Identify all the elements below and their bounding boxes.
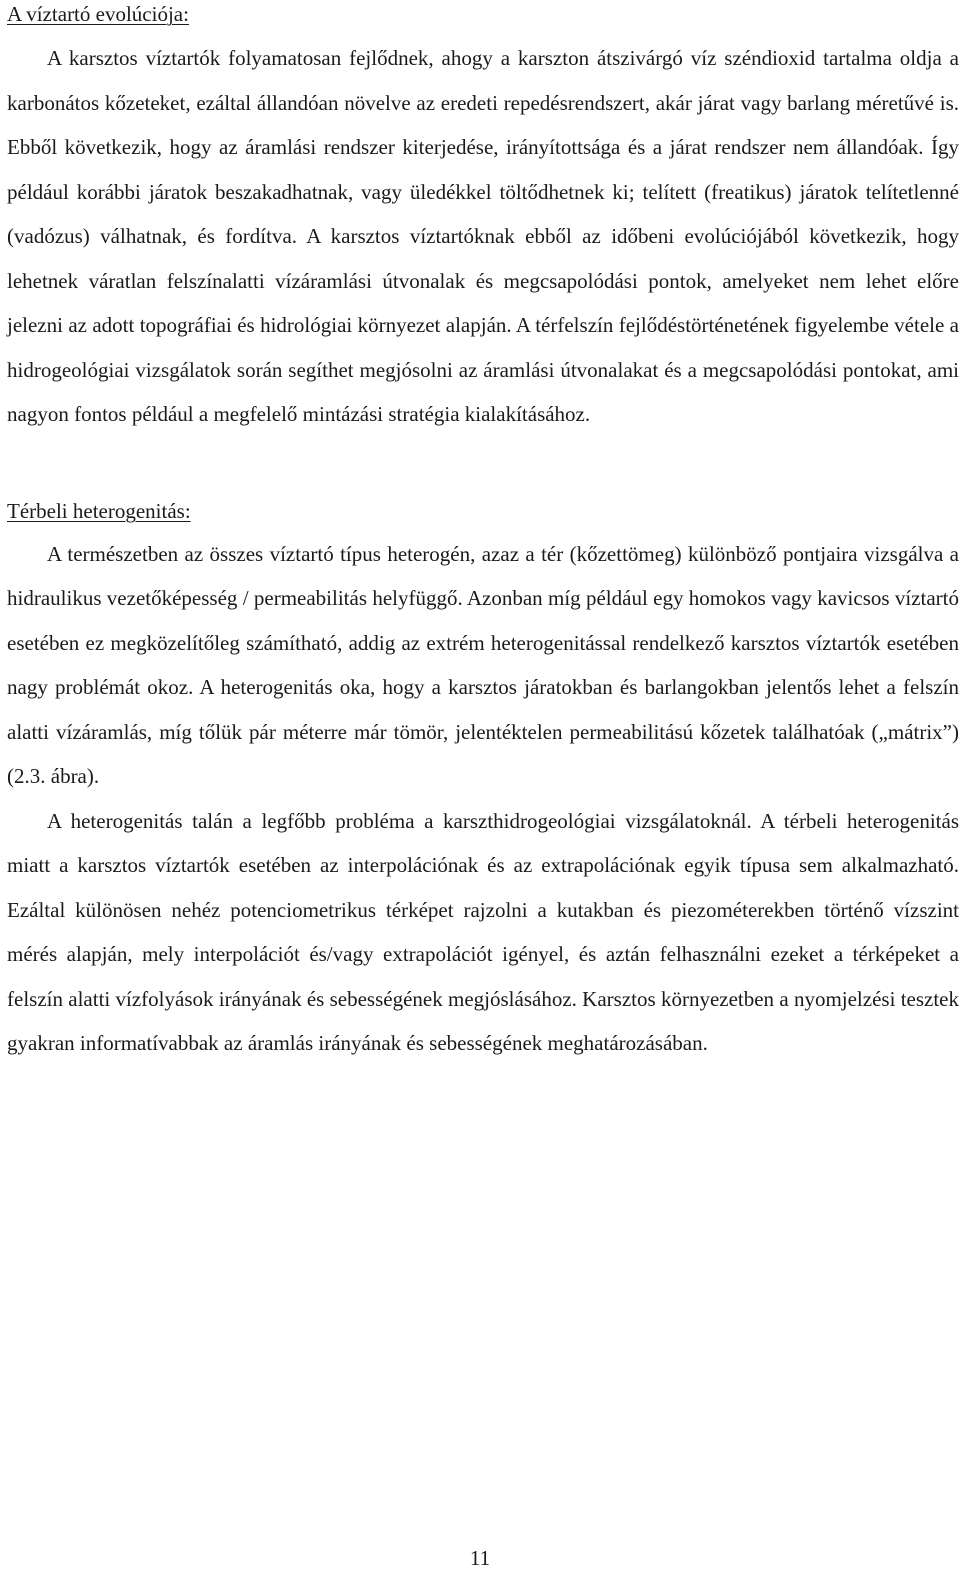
page-number: 11 [469, 1546, 491, 1570]
section-heading-spatial-heterogeneity: Térbeli heterogenitás: [7, 498, 191, 523]
section-heading-evolution: A víztartó evolúciója: [7, 2, 189, 26]
section-body-evolution [7, 36, 959, 437]
paragraph: A karsztos víztartók folyamatosan fejlődnek, ahogy a karszton átszivárgó víz széndioxid tartalma oldja a karbonátos kőzeteket, ezáltal állandóan növelve az eredeti repedésrendszert, akár járat vagy barlang méretűvé is. Ebből következik, hogy az áramlási rendszer kiterjedése, irányítottsága és a járat rendszer nem állandóak. Így például korábbi járatok beszakadhatnak, vagy üledékkel töltődhetnek ki; telített (freatikus) járatok telítetlenné (vadózus) válhatnak, és fordítva. A karsztos víztartóknak ebből az időbeni evolúciójából következik, hogy lehetnek váratlan felszínalatti vízáramlási útvonalak és megcsapolódási pontok, amelyeket nem lehet előre jelezni az adott topográfiai és hidrológiai környezet alapján. A térfelszín fejlődéstörténetének figyelembe vétele a hidrogeológiai vizsgálatok során segíthet megjósolni az áramlási útvonalakat és a megcsapolódási pontokat, ami nagyon fontos például a megfelelő mintázási stratégia kialakításához. [7, 46, 959, 426]
paragraph: A heterogenitás talán a legfőbb probléma a karszthidrogeológiai vizsgálatoknál. A térbeli heterogenitás miatt a karsztos víztartók esetében az interpolációnak és az extrapolációnak egyik típusa sem alkalmazható. Ezáltal különösen nehéz potenciometrikus térképet rajzolni a kutakban és piezométerekben történő vízszint mérés alapján, mely interpolációt és/vagy extrapolációt igényel, és aztán felhasználni ezeket a térképeket a felszín alatti vízfolyások irányának és sebességének megjóslásához. Karsztos környezetben a nyomjelzési tesztek gyakran informatívabbak az áramlás irányának és sebességének meghatározásában. [7, 808, 959, 1055]
paragraph: A természetben az összes víztartó típus heterogén, azaz a tér (kőzettömeg) különböző pontjaira vizsgálva a hidraulikus vezetőképesség / permeabilitás helyfüggő. Azonban míg például egy homokos vagy kavicsos víztartó esetében ez megközelítőleg számítható, addig az extrém heterogenitással rendelkező karsztos víztartók esetében nagy problémát okoz. A heterogenitás oka, hogy a karsztos járatokban és barlangokban jelentős lehet a felszín alatti vízáramlás, míg tőlük pár méterre már tömör, jelentéktelen permeabilitású kőzetek találhatóak („mátrix”) (2.3. ábra). [7, 541, 959, 788]
section-body-spatial-heterogeneity [7, 532, 959, 1066]
document-page [7, 0, 959, 1066]
